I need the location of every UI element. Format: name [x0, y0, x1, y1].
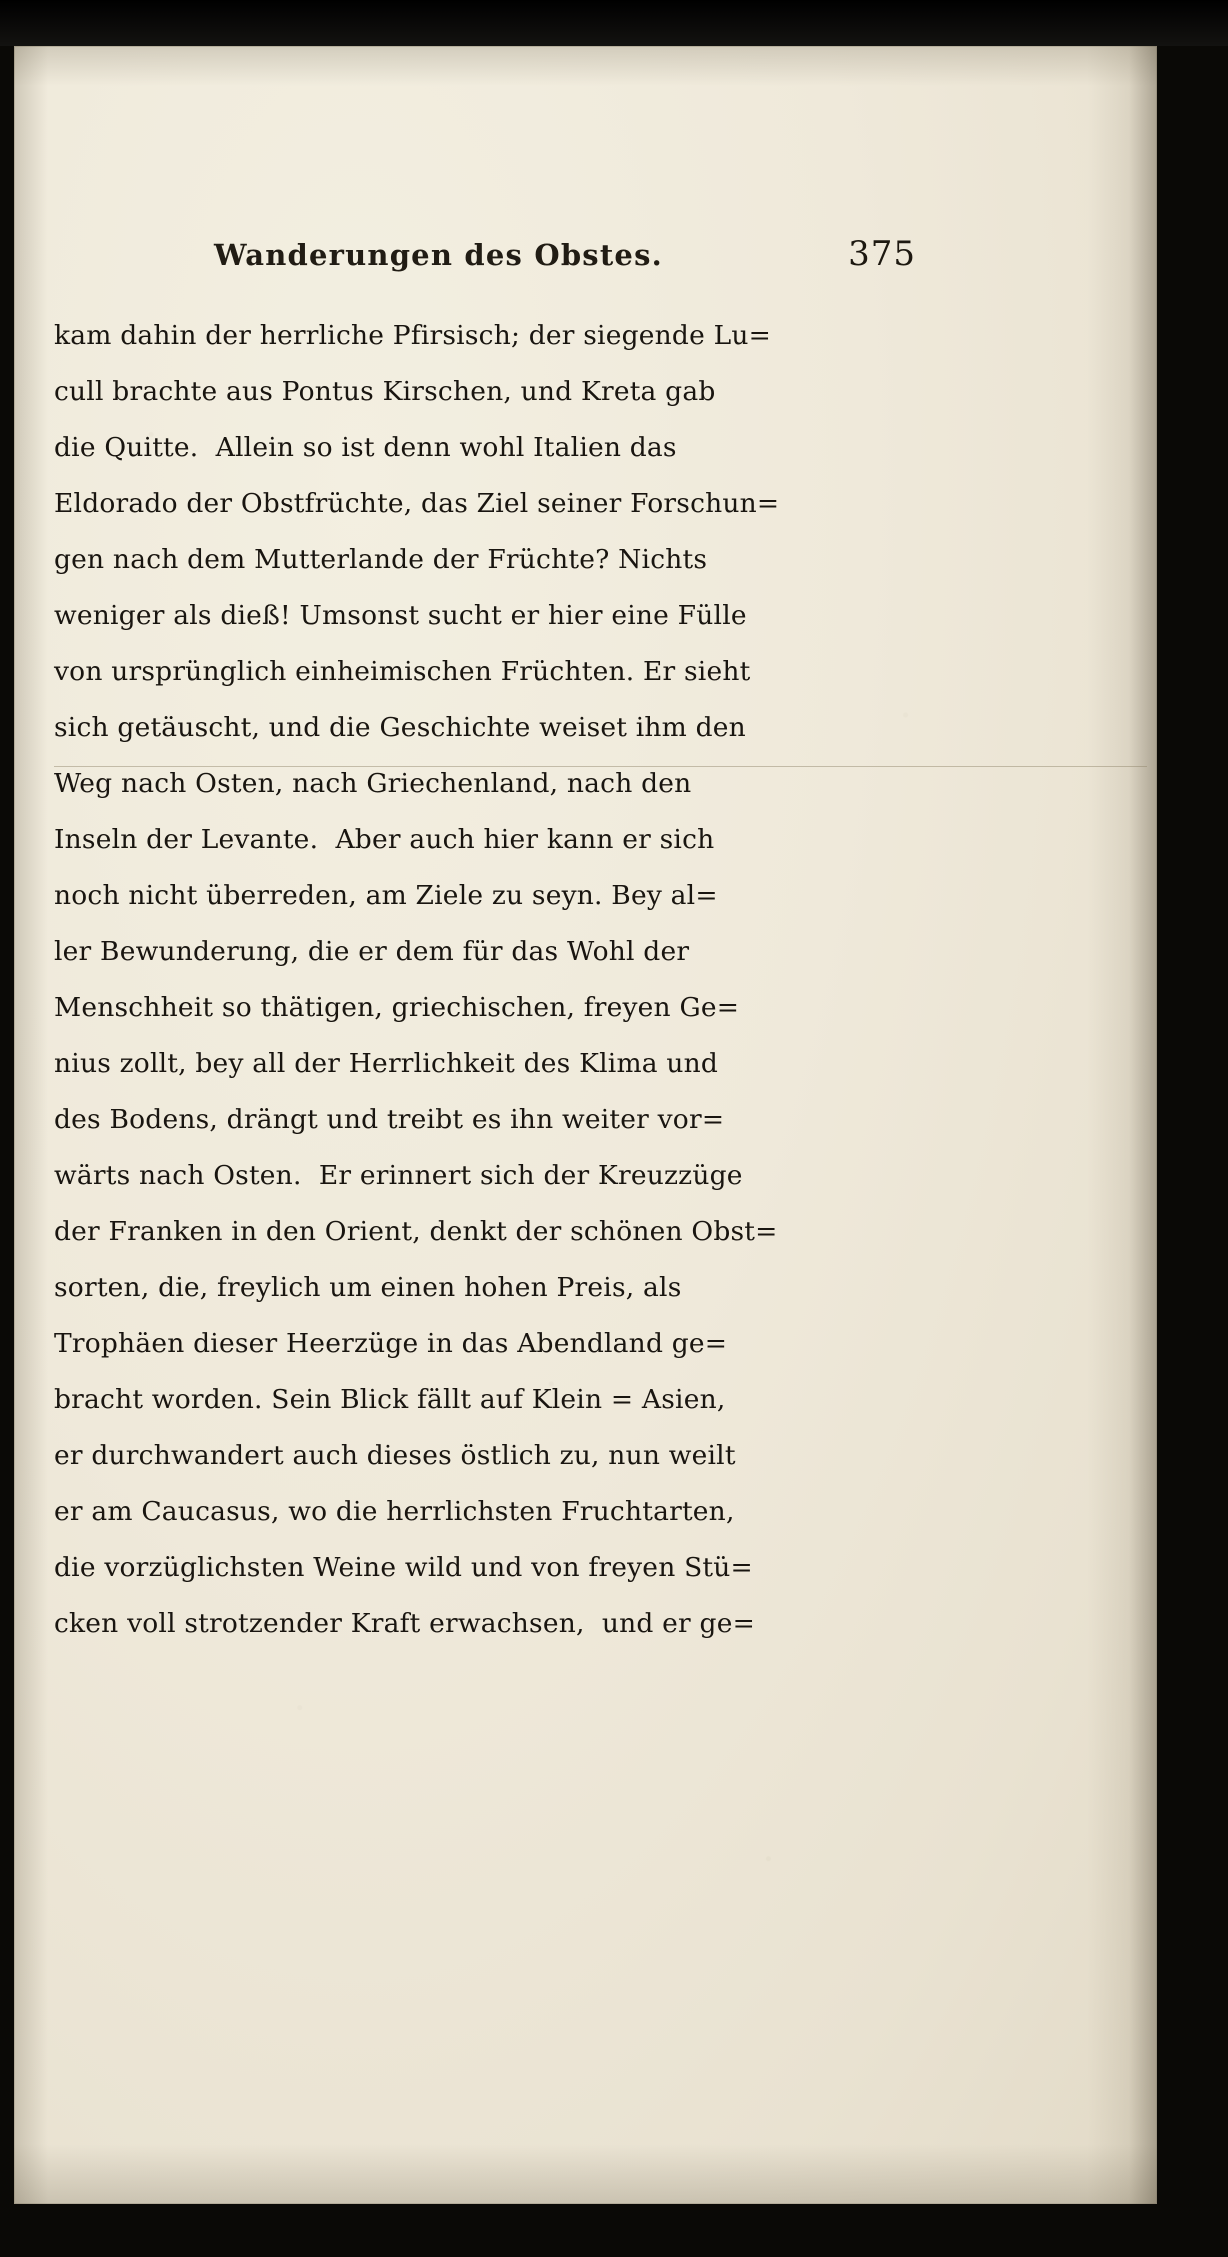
text-line: wärts nach Osten. Er erinnert sich der Kreuzzüge	[54, 1160, 743, 1191]
text-line: des Bodens, drängt und treibt es ihn weiter vor=	[54, 1104, 725, 1135]
text-line: von ursprünglich einheimischen Früchten. Er sieht	[54, 656, 751, 687]
page-edge-shading-left	[14, 46, 48, 2204]
text-line: Eldorado der Obstfrüchte, das Ziel seiner Forschun=	[54, 488, 780, 519]
page-edge-shading-top	[14, 46, 1157, 86]
text-line: kam dahin der herrliche Pfirsisch; der siegende Lu=	[54, 320, 772, 351]
text-line: Menschheit so thätigen, griechischen, freyen Ge=	[54, 992, 740, 1023]
text-line: er am Caucasus, wo die herrlichsten Fruchtarten,	[54, 1496, 735, 1527]
text-line: die Quitte. Allein so ist denn wohl Italien das	[54, 432, 677, 463]
book-page	[14, 46, 1157, 2204]
text-line: nius zollt, bey all der Herrlichkeit des Klima und	[54, 1048, 719, 1079]
text-line: Inseln der Levante. Aber auch hier kann er sich	[54, 824, 715, 855]
page-edge-shading-right	[1087, 46, 1157, 2204]
text-line: gen nach dem Mutterlande der Früchte? Nichts	[54, 544, 708, 575]
page-edge-shading-bottom	[14, 2144, 1157, 2204]
text-line: noch nicht überreden, am Ziele zu seyn. Bey al=	[54, 880, 718, 911]
text-line: cken voll strotzender Kraft erwachsen, und er ge=	[54, 1608, 755, 1639]
body-text	[54, 308, 924, 1652]
running-head	[54, 234, 924, 274]
page-number: 375	[848, 234, 916, 274]
text-line: bracht worden. Sein Blick fällt auf Klein = Asien,	[54, 1384, 726, 1415]
text-line: Trophäen dieser Heerzüge in das Abendland ge=	[54, 1328, 728, 1359]
text-line: Weg nach Osten, nach Griechenland, nach den	[54, 768, 692, 799]
text-line: sich getäuscht, und die Geschichte weiset ihm den	[54, 712, 746, 743]
text-block	[54, 234, 924, 1652]
text-line: weniger als dieß! Umsonst sucht er hier eine Fülle	[54, 600, 747, 631]
text-line: die vorzüglichsten Weine wild und von freyen Stü=	[54, 1552, 753, 1583]
text-line: ler Bewunderung, die er dem für das Wohl der	[54, 936, 690, 967]
text-line: er durchwandert auch dieses östlich zu, nun weilt	[54, 1440, 736, 1471]
text-line: der Franken in den Orient, denkt der schönen Obst=	[54, 1216, 778, 1247]
running-title: Wanderungen des Obstes.	[214, 238, 663, 272]
text-line: sorten, die, freylich um einen hohen Preis, als	[54, 1272, 682, 1303]
text-line: cull brachte aus Pontus Kirschen, und Kreta gab	[54, 376, 716, 407]
